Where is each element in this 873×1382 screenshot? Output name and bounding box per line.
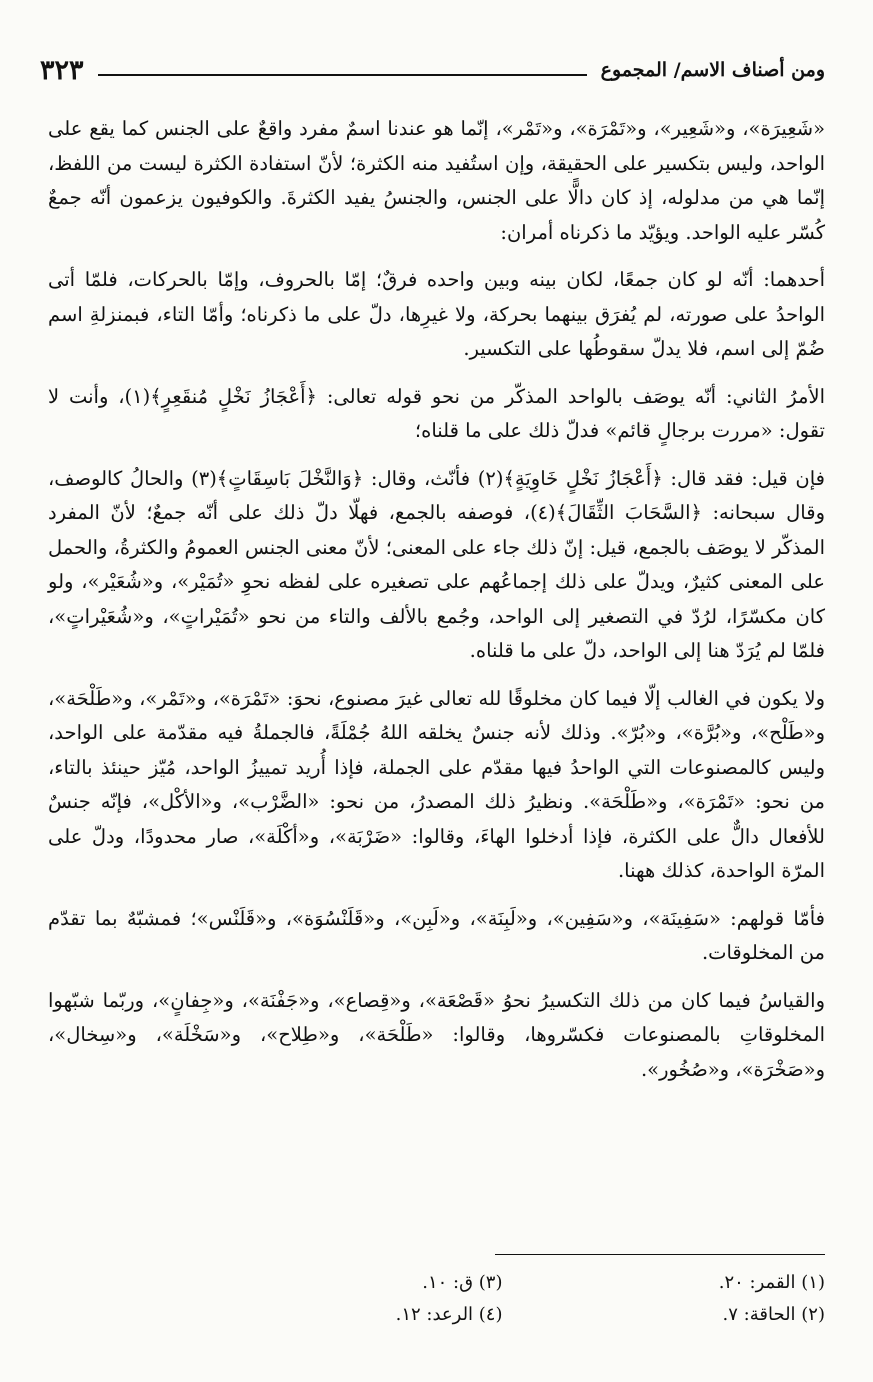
footnote: (٤) الرعد: ١٢.: [395, 1304, 503, 1325]
footnote: (١) القمر: ٢٠.: [718, 1272, 825, 1293]
paragraph: والقياسُ فيما كان من ذلك التكسيرُ نحوُ «قَصْعَة»، و«قِصاع»، و«جَفْنَة»، و«جِفانٍ»، وربّما شبّهوا المخلوقاتِ بالمصنوعات فكسّروها، وقالوا: «طَلْحَة»، و«طِلاح»، و«سَخْلَة»، و«سِخال»، و«صَخْرَة»، و«صُخُور».: [48, 988, 825, 1081]
running-title: ومن أصناف الاسم/ المجموع: [600, 59, 825, 81]
paragraph: أحدهما: أنّه لو كان جمعًا، لكان بينه وبين واحده فرقٌ؛ إمّا بالحروف، وإمّا بالحركات، فلمّا أتى الواحدُ على صورته، لم يُفرَق بينهما بحركة، ولا غيرِها، دلّ على ما ذكرناه؛ وأمّا التاء، فبمنزلةِ اسم ضُمّ إلى اسم، فلا يدلّ سقوطُها على التكسير.: [48, 268, 825, 360]
page-number: ٣٢٣: [40, 54, 84, 86]
footnote: (٣) ق: ١٠.: [422, 1272, 503, 1293]
page-header: [40, 50, 825, 90]
paragraph: ولا يكون في الغالب إلّا فيما كان مخلوقًا لله تعالى غيرَ مصنوع، نحوَ: «تَمْرَة»، و«تَمْر»، و«طَلْحَة»، و«طَلْح»، و«بُرَّة»، و«بُرّ». وذلك لأنه جنسٌ يخلقه اللهُ جُمْلَةً، فالجملةُ فيه مقدّمة على الواحد، وليس كالمصنوعات التي الواحدُ فيها مقدّم على الجملة، فإذا أُريد تمييزُ الواحد، مُيّز حينئذ بالتاء، من نحو: «تَمْرَة»، و«طَلْحَة». ونظيرُ ذلك المصدرُ، من نحو: «الضَّرْب»، و«الأكْل»، فإنّه جنسٌ للأفعال دالٌّ على الكثرة، فإذا أدخلوا الهاءَ، وقالوا: «ضَرْبَة»، و«أكْلَة»، صار محدودًا، ودلّ على المرّة الواحدة، كذلك ههنا.: [48, 686, 825, 882]
paragraph: فأمّا قولهم: «سَفِينَة»، و«سَفِين»، و«لَبِنَة»، و«لَبِن»، و«قَلَنْسُوَة»، و«قَلَنْس»؛ فمشبّهٌ بما تقدّم من المخلوقات.: [48, 906, 825, 964]
footnotes: [220, 1270, 825, 1328]
footnote-rule: [495, 1254, 825, 1255]
header-rule: [98, 74, 587, 76]
footnote: (٢) الحاقة: ٧.: [722, 1304, 825, 1325]
paragraph: «شَعِيرَة»، و«شَعِير»، و«تَمْرَة»، و«تَمْر»، إنّما هو عندنا اسمٌ مفرد واقعٌ على الجنس كما يقع على الواحد، وليس بتكسير على الحقيقة، وإن استُفيد منه الكثرة؛ لأنّ استفادة الكثرة ليست من اللفظ، إنّما هي من مدلوله، إذ كان دالًّا على الجنس، والجنسُ يفيد الكثرةَ. والكوفيون يزعمون أنّه جمعٌ كُسّر عليه الواحد. ويؤيّد ما ذكرناه أمران:: [48, 117, 825, 244]
paragraph: فإن قيل: فقد قال: ﴿أَعْجَازُ نَخْلٍ خَاوِيَةٍ﴾(٢) فأنّث، وقال: ﴿وَالنَّخْلَ بَاسِقَاتٍ﴾(٣) والحالُ كالوصف، وقال سبحانه: ﴿السَّحَابَ الثِّقَالَ﴾(٤)، فوصفه بالجمع، فهلّا دلّ ذلك على أنّه جمعٌ؛ لأنّ المفرد المذكّر لا يوصَف بالجمع، قيل: إنّ ذلك جاء على المعنى؛ لأنّ معنى الجنس العمومُ والكثرةُ، والحمل على المعنى كثيرٌ، ويدلّ على ذلك إجماعُهم على تصغيره على لفظه نحوِ «تُمَيْر»، و«شُعَيْر»، ولو كان مكسّرًا، لرُدّ في التصغير إلى الواحد، وجُمع بالألف والتاء من نحو «تُمَيْراتٍ»، و«شُعَيْراتٍ»، فلمّا لم يُرَدّ هنا إلى الواحد، دلّ على ما قلناه.: [48, 466, 825, 662]
body-text: [48, 112, 825, 1100]
paragraph: الأمرُ الثاني: أنّه يوصَف بالواحد المذكّر من نحو قوله تعالى: ﴿أَعْجَازُ نَخْلٍ مُنقَعِرٍ﴾(١)، وأنت لا تقول: «مررت برجالٍ قائم» فدلّ ذلك على ما قلناه؛: [48, 384, 825, 442]
